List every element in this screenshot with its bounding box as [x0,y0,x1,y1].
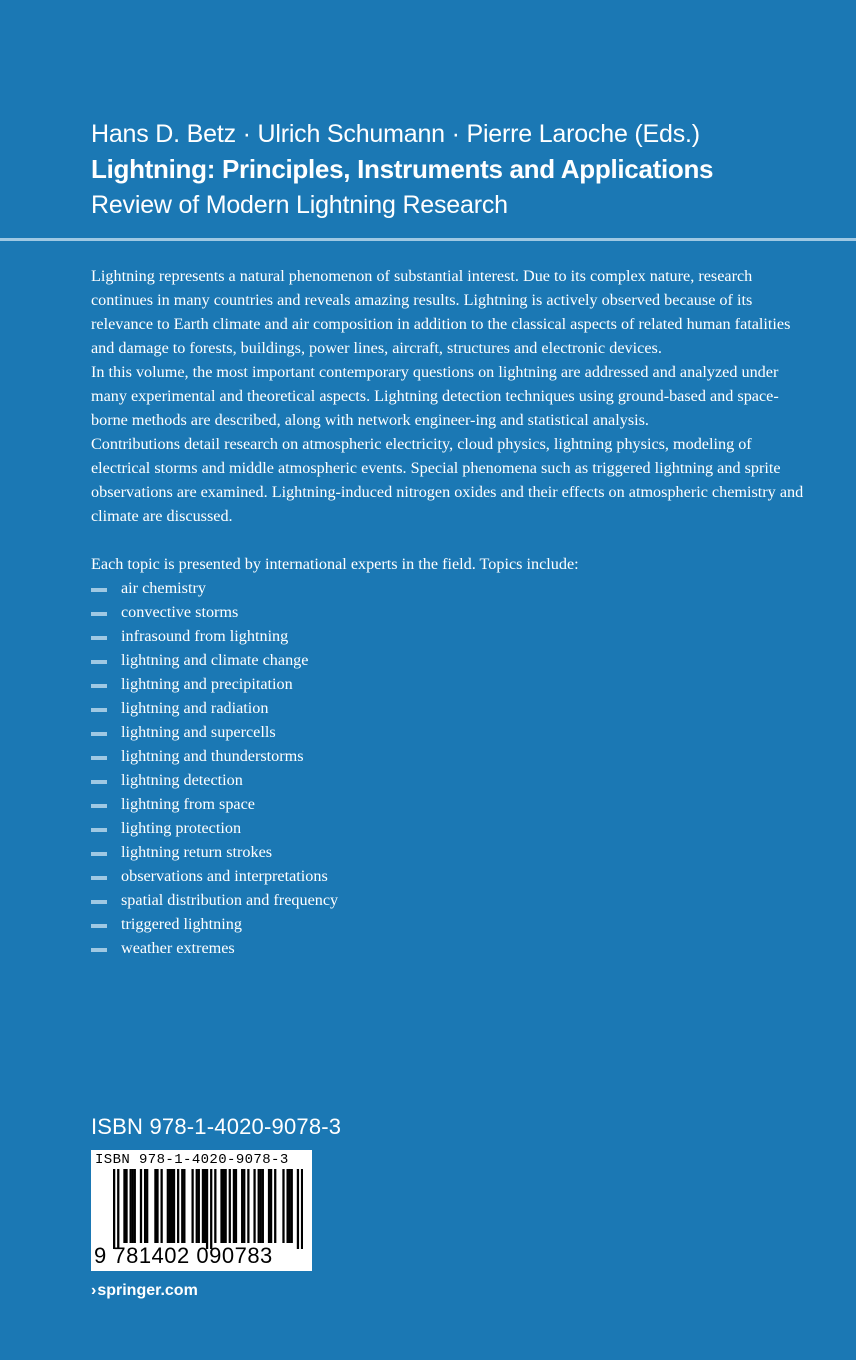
dash-bullet-icon [91,852,107,856]
barcode-bar [125,1169,127,1243]
barcode-bar [154,1169,156,1243]
list-item [91,864,811,888]
paragraph: In this volume, the most important contemporary questions on lightning are addressed and analyzed under many experimental and theoretical aspects. Lightning detection techniques using ground-based and space-borne methods are described, along with network engineer-ing and statistical analysis. [91,363,779,429]
barcode-bar [173,1169,175,1243]
topic-label: triggered lightning [121,915,242,933]
barcode-bar [243,1169,245,1243]
topic-label: convective storms [121,603,239,621]
dash-bullet-icon [91,684,107,688]
list-item [91,816,811,840]
chevron-right-icon: › [91,1282,97,1299]
barcode-bar [289,1169,291,1243]
barcode-bar [181,1169,183,1243]
book-subtitle: Review of Modern Lightning Research [91,191,508,219]
barcode-bar [191,1169,193,1243]
barcode-bar [286,1169,288,1243]
barcode-bar [132,1169,134,1243]
barcode-bar [202,1169,204,1243]
barcode-bar [177,1169,179,1243]
barcode [91,1150,312,1271]
barcode-bar [210,1169,212,1249]
list-item [91,936,811,960]
list-item [91,768,811,792]
barcode-bar [134,1169,136,1243]
barcode-bar [206,1169,208,1249]
dash-bullet-icon [91,876,107,880]
list-item [91,696,811,720]
isbn-label: ISBN 978-1-4020-9078-3 [91,1114,342,1139]
topic-label: weather extremes [121,939,235,957]
list-item [91,672,811,696]
barcode-bar [198,1169,200,1243]
barcode-bar [130,1169,132,1243]
list-item [91,744,811,768]
topic-label: lighting protection [121,819,242,837]
barcode-bar [253,1169,255,1243]
cover-header [91,118,816,224]
barcode-bar [262,1169,264,1243]
publisher-site: springer.com [97,1282,198,1299]
list-item [91,600,811,624]
dash-bullet-icon [91,756,107,760]
list-item [91,576,811,600]
topics-list [91,576,811,960]
barcode-bar [291,1169,293,1243]
topic-label: air chemistry [121,579,206,597]
dash-bullet-icon [91,924,107,928]
barcode-bar [144,1169,146,1243]
dash-bullet-icon [91,780,107,784]
barcode-bar [258,1169,260,1243]
barcode-bar [171,1169,173,1243]
list-item [91,912,811,936]
topic-label: lightning from space [121,795,255,813]
dash-bullet-icon [91,828,107,832]
barcode-bar [156,1169,158,1243]
barcode-bar [268,1169,270,1243]
list-item [91,840,811,864]
barcode-bar [214,1169,216,1243]
dash-bullet-icon [91,588,107,592]
topic-label: infrasound from lightning [121,627,289,645]
barcode-bar [196,1169,198,1243]
dash-bullet-icon [91,636,107,640]
barcode-bar [241,1169,243,1243]
blurb [91,264,811,960]
book-title: Lightning: Principles, Instruments and Applications [91,154,714,184]
dash-bullet-icon [91,804,107,808]
barcode-bars-icon [113,1169,303,1249]
barcode-bar [235,1169,237,1243]
list-item [91,624,811,648]
header-divider [0,238,856,241]
barcode-bar [297,1169,299,1249]
dash-bullet-icon [91,732,107,736]
barcode-bar [140,1169,142,1243]
barcode-bar [123,1169,125,1243]
barcode-bar [260,1169,262,1243]
barcode-bar [161,1169,163,1243]
dash-bullet-icon [91,948,107,952]
topic-label: observations and interpretations [121,867,328,885]
barcode-bar [169,1169,171,1243]
barcode-bar [229,1169,231,1243]
list-item [91,888,811,912]
barcode-bar [270,1169,272,1243]
publisher-link[interactable] [91,1281,198,1301]
topic-label: lightning and precipitation [121,675,293,693]
barcode-bar [247,1169,249,1243]
topic-label: lightning and thunderstorms [121,747,304,765]
paragraph: Contributions detail research on atmospheric electricity, cloud physics, lightning physics, modeling of electrical storms and middle atmospheric events. Special phenomena such as triggered lightning and sprite observations are examined. Lightning-induced nitrogen oxides and their effects on atmospheric chemistry and climate are discussed. [91,435,804,525]
authors: Hans D. Betz · Ulrich Schumann · Pierre Laroche (Eds.) [91,120,700,148]
barcode-bar [225,1169,227,1243]
dash-bullet-icon [91,660,107,664]
barcode-bar [113,1169,115,1249]
barcode-bar [233,1169,235,1243]
barcode-bar [183,1169,185,1243]
barcode-bar [220,1169,222,1243]
topic-label: lightning detection [121,771,243,789]
topic-label: lightning return strokes [121,843,273,861]
topic-label: lightning and supercells [121,723,276,741]
topics-intro: Each topic is presented by international experts in the field. Topics include: [91,555,579,573]
topic-label: lightning and radiation [121,699,269,717]
dash-bullet-icon [91,900,107,904]
barcode-bar [146,1169,148,1243]
barcode-bar [117,1169,119,1249]
barcode-bar [167,1169,169,1243]
barcode-bar [282,1169,284,1243]
list-item [91,648,811,672]
barcode-bar [301,1169,303,1249]
paragraph: Lightning represents a natural phenomenon of substantial interest. Due to its complex nature, research continues in many countries and reveals amazing results. Lightning is actively observed because of its relevance to Earth climate and air composition in addition to the classical aspects of related human fatalities and damage to forests, buildings, power lines, aircraft, structures and electronic devices. [91,267,791,357]
barcode-bar [204,1169,206,1243]
topic-label: spatial distribution and frequency [121,891,339,909]
barcode-isbn-text: ISBN 978-1-4020-9078-3 [95,1152,289,1168]
list-item [91,720,811,744]
dash-bullet-icon [91,708,107,712]
topic-label: lightning and climate change [121,651,309,669]
barcode-digits: 9 781402 090783 [94,1243,273,1268]
dash-bullet-icon [91,612,107,616]
barcode-bar [222,1169,224,1243]
barcode-bar [274,1169,276,1243]
list-item [91,792,811,816]
